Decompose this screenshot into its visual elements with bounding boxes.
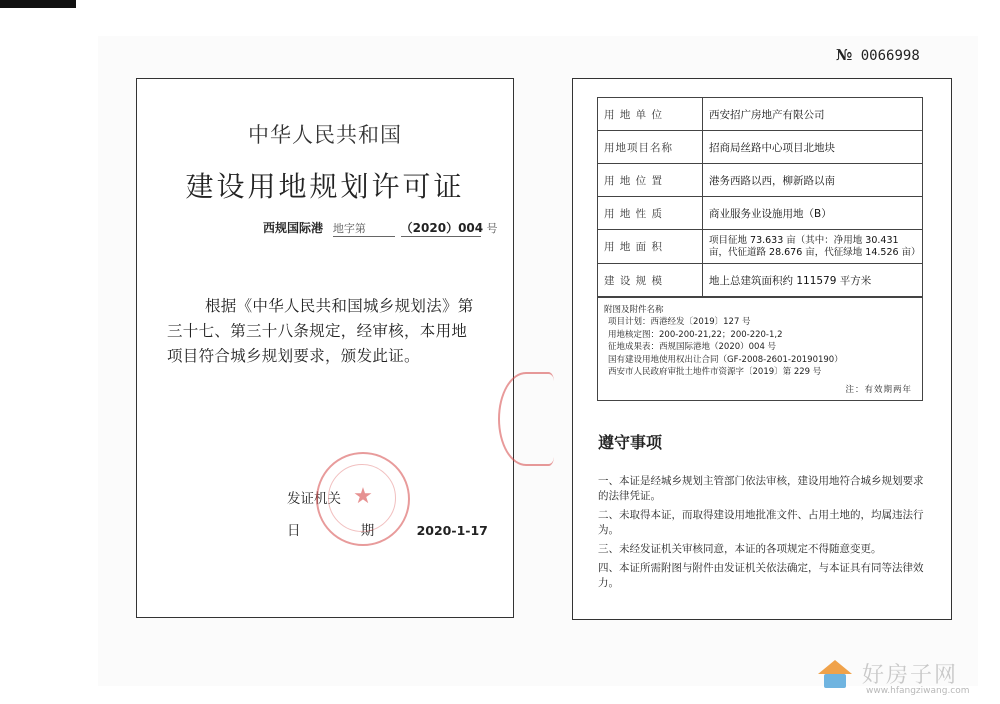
table-value: 西安招广房地产有限公司 bbox=[703, 98, 923, 131]
rule-item: 四、本证所需附图与附件由发证机关依法确定，与本证具有同等法律效力。 bbox=[598, 562, 924, 589]
seam-seal-stamp bbox=[498, 372, 554, 466]
list-item: 国有建设用地使用权出让合同（GF-2008-2601-20190190） bbox=[608, 354, 843, 365]
serial-number-value: 0066998 bbox=[860, 48, 920, 64]
certificate-cover-page bbox=[136, 78, 514, 618]
body-line: 项目符合城乡规划要求，颁发此证。 bbox=[167, 347, 420, 365]
validity-note: 注：有效期两年 bbox=[845, 384, 912, 395]
table-row bbox=[598, 131, 923, 164]
certificate-title: 建设用地规划许可证 bbox=[185, 170, 465, 203]
seal-star-icon: ★ bbox=[353, 484, 373, 509]
serial-symbol: № bbox=[836, 46, 853, 64]
issuing-authority-label: 发证机关 bbox=[287, 491, 341, 507]
rules-list bbox=[598, 474, 928, 595]
watermark-text: 好房子网 bbox=[862, 663, 959, 688]
table-row bbox=[598, 264, 923, 297]
table-label: 用地项目名称 bbox=[598, 131, 703, 164]
serial-number bbox=[836, 46, 920, 64]
table-row bbox=[598, 230, 923, 264]
table-row bbox=[598, 98, 923, 131]
rules-title: 遵守事项 bbox=[598, 433, 663, 452]
table-value: 港务西路以西，柳新路以南 bbox=[703, 164, 923, 197]
table-label: 用 地 位 置 bbox=[598, 164, 703, 197]
certificate-suffix: 号 bbox=[486, 222, 498, 235]
date-label: 日 期 bbox=[287, 523, 403, 539]
country-name: 中华人民共和国 bbox=[248, 123, 402, 147]
house-logo-icon bbox=[824, 674, 846, 688]
table-label: 用 地 单 位 bbox=[598, 98, 703, 131]
table-value: 项目征地 73.633 亩（其中：净用地 30.431 亩，代征道路 28.676 亩，代征绿地 14.526 亩） bbox=[703, 230, 923, 264]
list-item: 西安市人民政府审批土地件市资源字〔2019〕第 229 号 bbox=[608, 367, 822, 377]
table-value: 商业服务业设施用地（B） bbox=[703, 197, 923, 230]
list-item: 用地核定图：200-200-21,22；200-220-1,2 bbox=[608, 329, 783, 340]
certificate-number bbox=[263, 219, 498, 237]
certificate-number-value: （2020）004 bbox=[400, 221, 484, 235]
list-item: 项目计划：西港经发〔2019〕127 号 bbox=[608, 317, 751, 327]
certificate-issuer-code: 西规国际港 bbox=[263, 221, 324, 235]
body-line: 三十七、第三十八条规定，经审核，本用地 bbox=[167, 322, 468, 340]
attachments-heading: 附图及附件名称 bbox=[604, 305, 664, 315]
watermark-url: www.hfangziwang.com bbox=[866, 686, 970, 696]
rule-item: 二、未取得本证，而取得建设用地批准文件、占用土地的，均属违法行为。 bbox=[598, 509, 924, 536]
table-value: 地上总建筑面积约 111579 平方米 bbox=[703, 264, 923, 297]
table-row bbox=[598, 197, 923, 230]
body-line: 根据《中华人民共和国城乡规划法》第 bbox=[205, 297, 474, 315]
attachments-list bbox=[608, 316, 843, 379]
list-item: 征地成果表：西规国际港地（2020）004 号 bbox=[608, 342, 777, 352]
table-row bbox=[598, 164, 923, 197]
attachments-section bbox=[597, 297, 923, 401]
certificate-body-text bbox=[167, 294, 497, 369]
certificate-prefix: 地字第 bbox=[333, 220, 395, 237]
official-seal-stamp bbox=[316, 452, 410, 546]
table-value: 招商局丝路中心项目北地块 bbox=[703, 131, 923, 164]
table-label: 建 设 规 模 bbox=[598, 264, 703, 297]
date-value: 2020-1-17 bbox=[416, 523, 488, 538]
scan-corner-mark bbox=[0, 0, 76, 8]
table-label: 用 地 面 积 bbox=[598, 230, 703, 264]
house-roof-icon bbox=[818, 660, 852, 674]
land-info-table bbox=[597, 97, 923, 297]
table-label: 用 地 性 质 bbox=[598, 197, 703, 230]
rule-item: 三、未经发证机关审核同意，本证的各项规定不得随意变更。 bbox=[598, 543, 882, 555]
rule-item: 一、本证是经城乡规划主管部门依法审核，建设用地符合城乡规划要求的法律凭证。 bbox=[598, 475, 924, 502]
